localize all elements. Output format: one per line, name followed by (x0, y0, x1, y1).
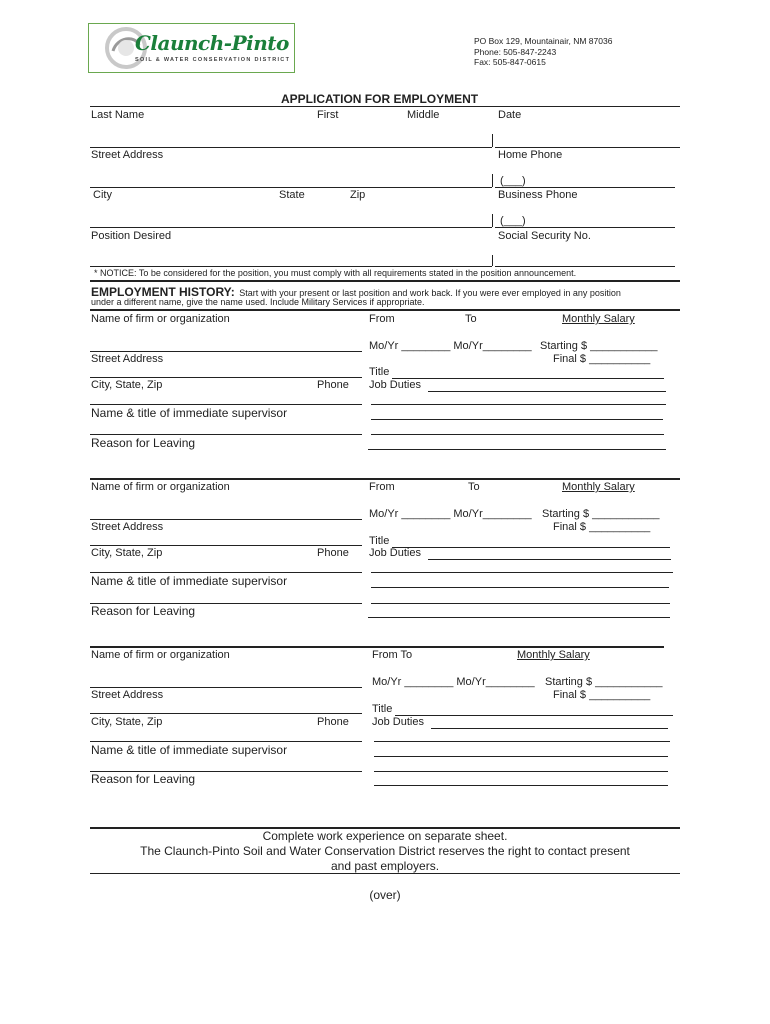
footer-rule (90, 873, 680, 874)
ssn-field[interactable] (495, 266, 675, 267)
firm-field[interactable] (90, 351, 362, 352)
supervisor-label: Name & title of immediate supervisor (91, 743, 288, 757)
city-state-zip-field[interactable] (90, 741, 362, 742)
title-label: Title (369, 366, 390, 378)
city-state-zip-field[interactable] (90, 227, 492, 228)
job-duties-label: Job Duties (369, 547, 421, 559)
area-code-paren: (___) (500, 215, 526, 227)
job-duties-field[interactable] (371, 419, 663, 420)
job-duties-field[interactable] (431, 728, 668, 729)
position-desired-field[interactable] (90, 266, 492, 267)
business-phone-label: Business Phone (498, 189, 578, 201)
field-divider (492, 255, 493, 266)
city-state-zip-label: City, State, Zip (91, 379, 163, 391)
title-field[interactable] (395, 715, 673, 716)
job-duties-field[interactable] (428, 391, 666, 392)
form-title: APPLICATION FOR EMPLOYMENT (281, 92, 479, 106)
field-divider (492, 174, 493, 187)
reason-field[interactable] (368, 617, 670, 618)
job-duties-field[interactable] (374, 741, 670, 742)
phone-label: Phone (317, 547, 349, 559)
job-duties-label: Job Duties (369, 379, 421, 391)
to-label: To (468, 481, 480, 493)
street-address-field[interactable] (90, 713, 362, 714)
supervisor-label: Name & title of immediate supervisor (91, 574, 288, 588)
from-to-label: From To (372, 649, 413, 661)
from-label: From (369, 481, 395, 493)
reason-for-leaving-label: Reason for Leaving (91, 604, 196, 618)
section-rule (90, 280, 680, 282)
job-duties-field[interactable] (374, 771, 668, 772)
street-address-label: Street Address (91, 353, 164, 365)
employment-instructions-1: Start with your present or last position and work back. If you were ever employed in any position (239, 288, 621, 298)
dates-fields[interactable]: Mo/Yr ________ Mo/Yr________ (369, 508, 532, 520)
supervisor-label: Name & title of immediate supervisor (91, 406, 288, 420)
final-salary-field[interactable]: Final $ __________ (553, 689, 651, 701)
monthly-salary-label: Monthly Salary (562, 481, 635, 493)
street-address-field[interactable] (90, 377, 362, 378)
job-duties-field[interactable] (374, 756, 668, 757)
starting-salary-field[interactable]: Starting $ ___________ (542, 508, 660, 520)
phone-label: Phone (317, 379, 349, 391)
field-divider (492, 134, 493, 147)
job-duties-field[interactable] (371, 434, 664, 435)
position-desired-label: Position Desired (91, 230, 172, 242)
firm-label: Name of firm or organization (91, 481, 230, 493)
street-address-field[interactable] (90, 545, 362, 546)
footer-line-1: Complete work experience on separate sheet. (262, 829, 508, 843)
home-phone-label: Home Phone (498, 149, 563, 161)
footer-line-2: The Claunch-Pinto Soil and Water Conservation District reserves the right to contact present (140, 844, 630, 858)
firm-label: Name of firm or organization (91, 313, 230, 325)
street-address-label: Street Address (91, 689, 164, 701)
last-name-label: Last Name (91, 109, 145, 121)
title-rule (90, 106, 680, 107)
from-label: From (369, 313, 395, 325)
title-field[interactable] (392, 547, 670, 548)
section-rule (90, 646, 664, 648)
area-code-paren: (___) (500, 175, 526, 187)
office-fax: Fax: 505-847-0615 (474, 57, 546, 67)
phone-label: Phone (317, 716, 349, 728)
starting-salary-field[interactable]: Starting $ ___________ (545, 676, 663, 688)
section-rule (90, 309, 680, 311)
job-duties-field[interactable] (428, 559, 671, 560)
final-salary-field[interactable]: Final $ __________ (553, 521, 651, 533)
job-duties-field[interactable] (371, 404, 666, 405)
footer-line-3: and past employers. (330, 859, 440, 873)
starting-salary-field[interactable]: Starting $ ___________ (540, 340, 658, 352)
field-divider (492, 214, 493, 227)
monthly-salary-label: Monthly Salary (517, 649, 590, 661)
final-salary-field[interactable]: Final $ __________ (553, 353, 651, 365)
firm-field[interactable] (90, 687, 362, 688)
reason-for-leaving-label: Reason for Leaving (91, 436, 196, 450)
logo-subtitle: SOIL & WATER CONSERVATION DISTRICT (135, 57, 291, 63)
city-state-zip-field[interactable] (90, 572, 362, 573)
title-label: Title (369, 535, 390, 547)
zip-label: Zip (350, 189, 366, 201)
state-label: State (279, 189, 305, 201)
supervisor-field[interactable] (90, 434, 362, 435)
city-label: City (93, 189, 112, 201)
first-name-label: First (317, 109, 339, 121)
office-phone: Phone: 505-847-2243 (474, 47, 557, 57)
firm-field[interactable] (90, 519, 362, 520)
reason-field[interactable] (374, 785, 668, 786)
dates-fields[interactable]: Mo/Yr ________ Mo/Yr________ (372, 676, 535, 688)
date-field[interactable] (495, 147, 680, 148)
employment-history-heading: EMPLOYMENT HISTORY: (91, 285, 235, 299)
job-duties-label: Job Duties (372, 716, 424, 728)
employment-instructions-2: under a different name, give the name used. Include Military Services if appropriate. (91, 297, 425, 307)
job-duties-field[interactable] (371, 572, 673, 573)
job-duties-field[interactable] (371, 603, 670, 604)
title-label: Title (372, 703, 393, 715)
home-phone-field[interactable] (495, 187, 675, 188)
ssn-label: Social Security No. (498, 230, 591, 242)
city-state-zip-label: City, State, Zip (91, 547, 163, 559)
monthly-salary-label: Monthly Salary (562, 313, 635, 325)
firm-label: Name of firm or organization (91, 649, 230, 661)
notice-text: * NOTICE: To be considered for the position, you must comply with all requirements stated in the position announcement. (94, 268, 577, 278)
city-state-zip-field[interactable] (90, 404, 362, 405)
middle-name-label: Middle (407, 109, 440, 121)
section-rule (90, 478, 680, 480)
date-label: Date (498, 109, 522, 121)
dates-fields[interactable]: Mo/Yr ________ Mo/Yr________ (369, 340, 532, 352)
logo-name: Claunch-Pinto (135, 31, 289, 55)
logo (88, 23, 295, 73)
street-address-label: Street Address (91, 521, 164, 533)
reason-field[interactable] (368, 449, 666, 450)
job-duties-field[interactable] (371, 587, 669, 588)
to-label: To (465, 313, 477, 325)
street-address-label: Street Address (91, 149, 164, 161)
name-field[interactable] (90, 147, 492, 148)
office-address: PO Box 129, Mountainair, NM 87036 (474, 36, 613, 46)
business-phone-field[interactable] (495, 227, 675, 228)
reason-for-leaving-label: Reason for Leaving (91, 772, 196, 786)
over-note: (over) (369, 888, 401, 902)
city-state-zip-label: City, State, Zip (91, 716, 163, 728)
street-address-field[interactable] (90, 187, 492, 188)
title-field[interactable] (392, 378, 664, 379)
